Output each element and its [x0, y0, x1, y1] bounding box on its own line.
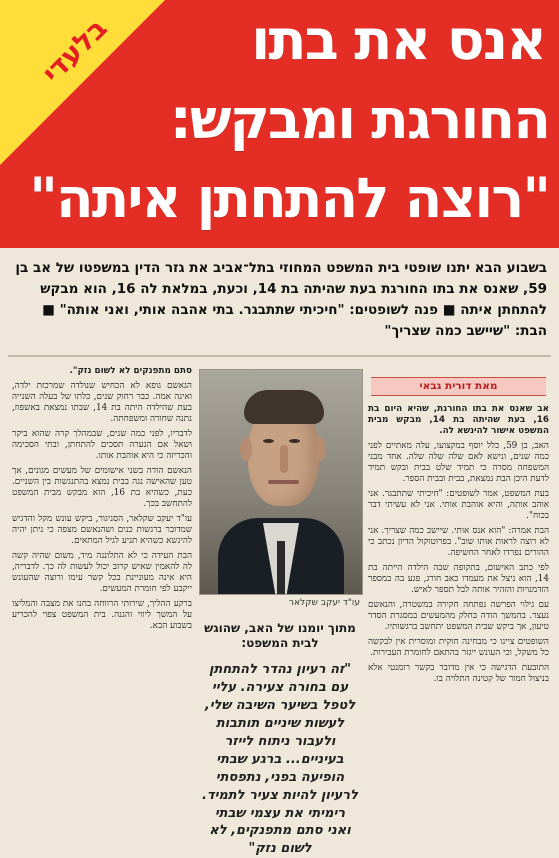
right-column-paragraph: השופטים ציינו כי מבחינה חוקית ומוסרית אין לבקשה כל משקל, וכי העונש ייגזר בהתאם לחומרת העבירות. — [368, 636, 549, 658]
article-left-column — [12, 366, 192, 792]
portrait-hair — [244, 390, 324, 424]
exclusive-badge: בלעדי — [35, 11, 114, 90]
portrait-nose — [280, 445, 288, 473]
pull-quote-text: "זה רעיון נהדר להתחתן עם בחורה צעירה. עליי לטפל בשיער השיבה שלי, לעשות שיניים תותבות ולעבור ניתוח לייזר בעיניים... ברגע שבתי הופיעה בפני, נתפסתי לרעיון להיות צעיר לתמיד. רימיתי את עצמי שבתי ואני סתם מתפנקים, לא לשום נזק" — [201, 662, 358, 857]
left-column-paragraph: עו"ד יעקב שקלאר, הסניגור, ביקש עונש מקל והדגיש שמדובר ברגשות כנים ושהנאשם מצפה כי ניתן יהיה להינשא כשהיא תגיע לגיל המתאים. — [12, 513, 192, 546]
headline-line-2: החורגת ומבקש: — [169, 87, 549, 151]
right-column-paragraph: בעת המשפט, אמר לשופטים: "חיכיתי שתתבגר. אני אוהב אותה, והיא אוהבת אותי. אני לא עשיתי דבר בכוח". — [368, 488, 549, 521]
headline-line-3: "רוצה להתחתן איתה" — [29, 166, 549, 230]
left-column-paragraph: הנאשם הודה בשני אישומים של מעשים מגונים, אך טען שהאישה נגה בבית נמצא בהתנגשות בין השניים. כעת, כשהיא בת 16, הוא מבקש מבית המשפט להתחשב בכך. — [12, 465, 193, 509]
left-column-paragraph: סתם מתפנקים לא לשום נזק". — [69, 366, 192, 376]
right-column-paragraph: האב, בן 59, כלל יוסף במקצועו, עלה מאתיים לפני כמה שנים, ונישא לאם שלה שלה שלה. אחד מבני המשפחה מסרה כי תמיד שלט בבית ובקש תמיד לדעת היכן הבת נמצאת, בבית ובבית הספר. — [368, 440, 549, 484]
article-lede — [12, 258, 547, 354]
headline-line-1: אנס את בתו — [251, 8, 545, 73]
left-column-paragraph: לדבריו, לפני כמה שנים, שבמהלך קרה שהוא ביקר ושאל אם הנערה תסכים להתחתן, ובתי הסכימה והכריזה כי היא אוהבת אותו. — [12, 428, 192, 461]
right-column-paragraph: עם גילוי הפרשה נפתחה חקירה במשטרה, והנאשם נעצר. בהמשך הודה בחלק מהמעשים במסגרת הסדר טיעון, אך ביקש שבית המשפט יתחשב ברגשותיו. — [368, 599, 549, 632]
section-divider — [8, 355, 551, 357]
photo-caption: עו"ד יעקב שקלאר — [288, 598, 360, 608]
lede-text: בשבוע הבא יתנו שופטי בית המשפט המחוזי בתל־אביב את גזר הדין במשפטו של אב בן 59, שאנס את בתו החורגת בעת שהיתה בת 14, וכעת, במלאת לה 16, הוא מבקש להתחתן איתה ■ פנה לשופטים: "חיכיתי שתתבגר. בתי אהבה אותי, ואני אותה" ■ הבת: "שיישב כמה שצריך" — [15, 260, 547, 340]
right-column-paragraph: הבת אמרה: "הוא אנס אותי. שיישב כמה שצריך. אני לא רוצה לראות אותו שוב". בפרוטוקול הדיון נכתב כי ההורים נפרדו לאחר החשיפה. — [368, 525, 549, 558]
portrait-left-ear — [240, 437, 252, 461]
portrait-photo — [199, 369, 363, 595]
article-right-column — [368, 404, 549, 794]
portrait-left-eye — [263, 439, 274, 443]
left-column-paragraph: הבת העידה כי לא התלוננה מיד, משום שהיה קשה לה להאמין שאיש קרוב יכול לעשות לה כך. לדבריה, היא אינה מעוניינת בכל קשר עימו ורוצה שהעונש ייקבע לפי חומרת המעשים. — [12, 550, 192, 594]
headline-block — [0, 0, 559, 248]
left-column-paragraph: הגאשם גופא לא הכחיש שנולדה שמרכזת ילדה, ואינה אמה. כבר רחוק שנים, כלתו של בעלה השנייה בעת שהילדה היתה בת 14, שבתו נמצאת באשפוז, נתנה שחורה ומשפחתה. — [12, 380, 193, 424]
right-column-paragraph: התובעת הדגישה כי אין מדובר בקשר רומנטי אלא בניצול חמור של קטינה התלויה בו. — [368, 662, 549, 684]
left-column-paragraph: ברקע ההליך, שירותי הרווחה בחנו את מצבה והמליצו על המשך ליווי והגנה. בית המשפט צפוי להכריע בשבוע הבא. — [12, 598, 192, 631]
portrait-right-ear — [314, 437, 326, 461]
pull-quote-heading: מתוך יומנו של האב, שהוגש לבית המשפט: — [204, 621, 356, 650]
right-column-paragraph: לפי כתב האישום, בתקופה שבה הילדה הייתה בת 14, הוא ניצל את מעמדו כאב חורג, פגע בה במספר הזדמנויות והזהיר אותה לבל תספר לאיש. — [368, 562, 549, 595]
portrait-tie — [277, 541, 285, 594]
portrait-mouth — [268, 480, 299, 484]
portrait-right-eye — [289, 439, 300, 443]
right-column-paragraph: אב שאנס את בתו החורגת, שהיא היום בת 16, בעת שהיתה בת 14, מבקש מבית המשפט אישור להינשא לה. — [368, 404, 549, 436]
byline: מאת דורית גבאי — [371, 377, 546, 396]
